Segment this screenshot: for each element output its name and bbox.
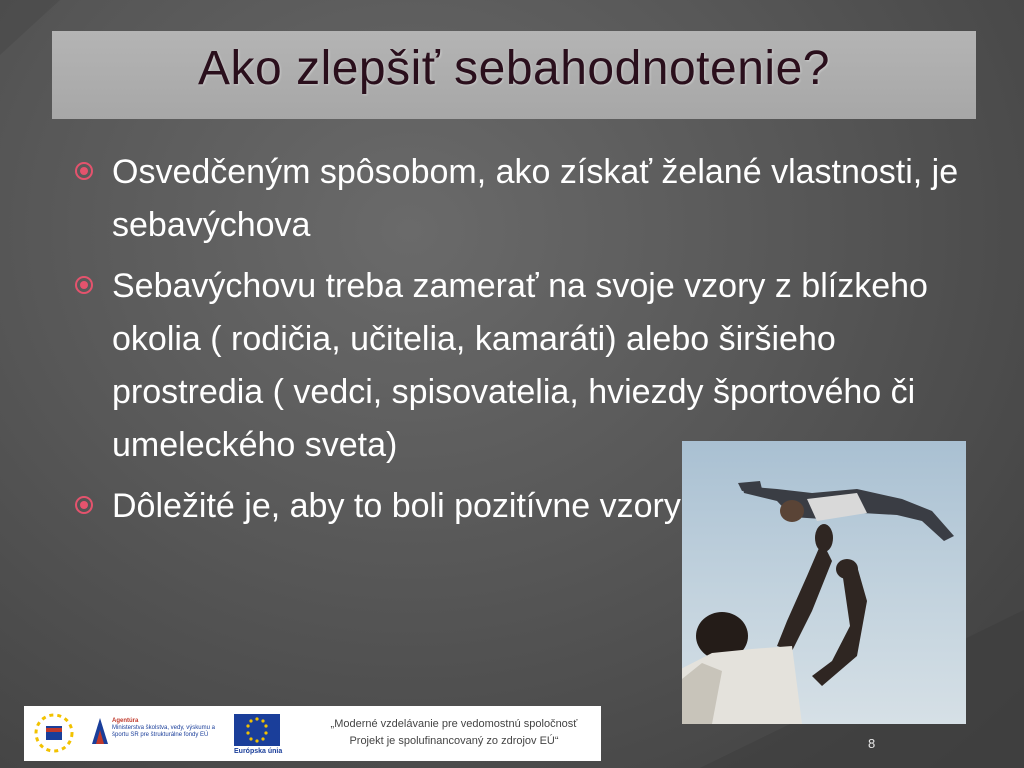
page-number: 8 [868,736,876,751]
eu-flag-icon [234,714,280,746]
bullet-text: Osvedčeným spôsobom, ako získať želané vlastnosti, je sebavýchova [112,153,959,244]
quote-line-1: „Moderné vzdelávanie pre vedomostnú spoločnosť [330,718,578,730]
operational-programme-logo [24,706,94,761]
footer-logos-strip [24,706,601,761]
agency-logo [90,716,110,746]
photo-illustration [682,441,966,724]
eu-label: Európska únia [234,748,283,755]
agency-head: Agentúra [112,718,139,724]
radio-bullet-icon [75,496,93,514]
quote-line-2: Projekt je spolufinancovaný zo zdrojov EÚ“ [349,735,559,747]
agency-label [112,718,227,739]
bullet-text: Sebavýchovu treba zamerať na svoje vzory z blízkeho okolia ( rodičia, učitelia, kamaráti) alebo širšieho prostredia ( vedci, spisovatelia, hviezdy športového či umeleckého sveta) [112,267,928,464]
radio-bullet-icon [75,276,93,294]
title-bar [52,31,976,119]
radio-bullet-icon [75,162,93,180]
father-child-photo [682,441,966,724]
agency-lines: Ministerstva školstva, vedy, výskumu a športu SR pre štrukturálne fondy EÚ [112,725,215,738]
project-quote [309,716,599,750]
bullet-item [70,146,970,252]
slide-title: Ako zlepšiť sebahodnotenie? [198,42,830,95]
bullet-text: Dôležité je, aby to boli pozitívne vzory [112,487,681,525]
